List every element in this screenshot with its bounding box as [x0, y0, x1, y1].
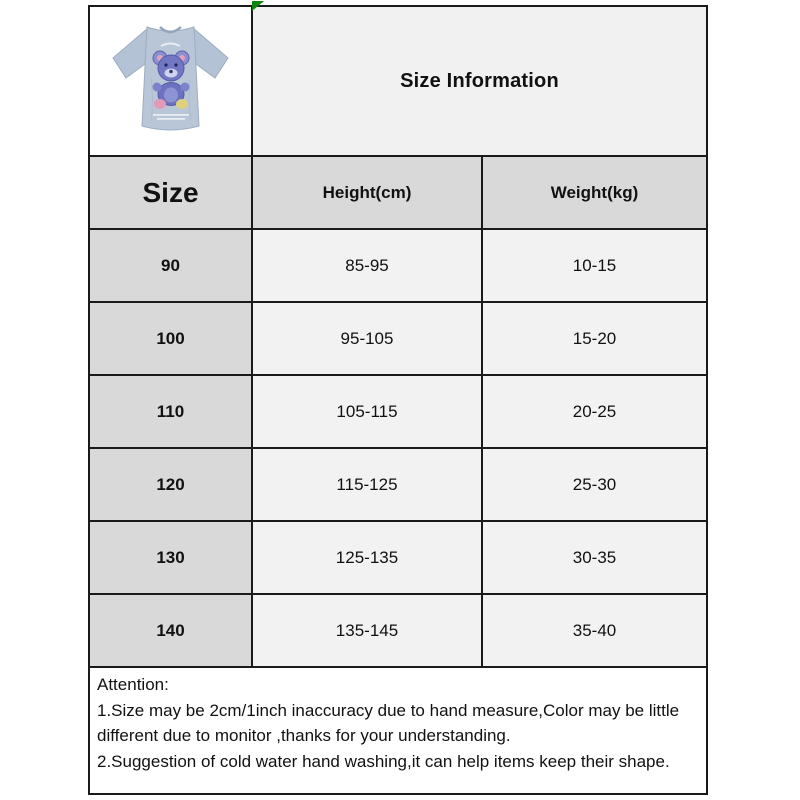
tshirt-image: [91, 8, 250, 154]
table-row: [90, 303, 706, 376]
size-info-title: Size Information: [400, 69, 559, 92]
table-row: [90, 595, 706, 668]
attention-section: [90, 668, 706, 793]
product-photo-cell: [90, 7, 253, 155]
table-row: [90, 522, 706, 595]
top-section: [90, 7, 706, 157]
weight-value: 35-40: [483, 595, 706, 666]
column-header-weight: Weight(kg): [550, 182, 639, 202]
table-row: [90, 230, 706, 303]
table-row: [90, 449, 706, 522]
weight-value: 15-20: [483, 303, 706, 374]
size-value: 100: [90, 303, 253, 374]
size-value: 90: [90, 230, 253, 301]
size-info-header-cell: [253, 7, 706, 155]
height-value: 115-125: [253, 449, 483, 520]
size-value: 110: [90, 376, 253, 447]
size-value: 130: [90, 522, 253, 593]
height-value: 125-135: [253, 522, 483, 593]
column-header-height: Height(cm): [253, 157, 483, 228]
height-value: 105-115: [253, 376, 483, 447]
attention-heading: Attention:: [97, 675, 169, 694]
weight-value: 20-25: [483, 376, 706, 447]
size-value: 140: [90, 595, 253, 666]
height-value: 135-145: [253, 595, 483, 666]
table-header-row: [90, 157, 706, 230]
size-chart-sheet: [88, 5, 708, 795]
weight-value: 10-15: [483, 230, 706, 301]
weight-value: 30-35: [483, 522, 706, 593]
weight-value: 25-30: [483, 449, 706, 520]
attention-item-2: 2.Suggestion of cold water hand washing,it can help items keep their shape.: [97, 751, 670, 771]
height-value: 85-95: [253, 230, 483, 301]
green-corner-icon: [252, 1, 264, 11]
table-row: [90, 376, 706, 449]
height-value: 95-105: [253, 303, 483, 374]
attention-item-1: 1.Size may be 2cm/1inch inaccuracy due to hand measure,Color may be little different due to monitor ,thanks for your understanding.: [97, 700, 680, 745]
size-value: 120: [90, 449, 253, 520]
column-header-size: Size: [90, 157, 253, 228]
